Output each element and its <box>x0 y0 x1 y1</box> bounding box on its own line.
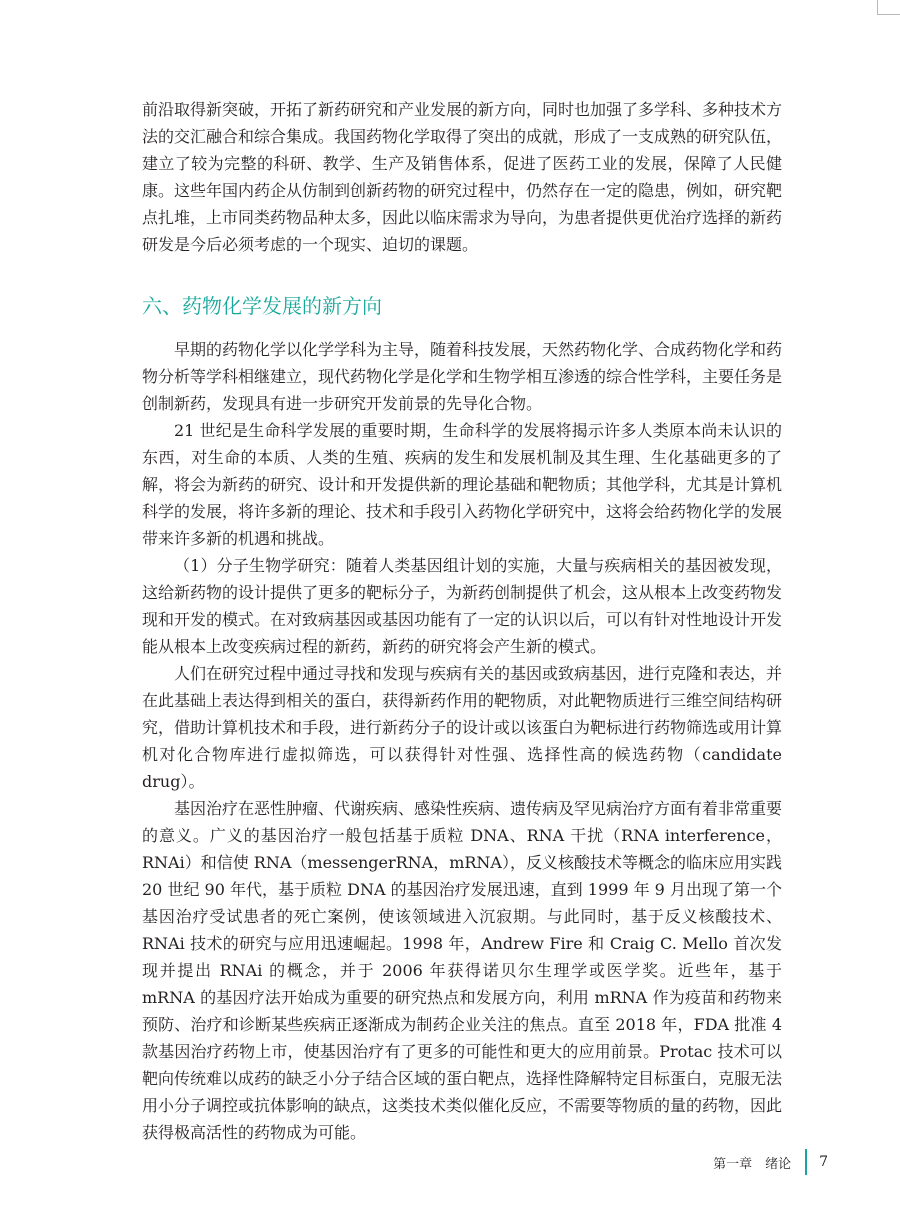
intro-paragraph: 前沿取得新突破，开拓了新药研究和产业发展的新方向，同时也加强了多学科、多种技术方法的交汇融合和综合集成。我国药物化学取得了突出的成就，形成了一支成熟的研究队伍，建立了较为完整的科研、教学、生产及销售体系，促进了医药工业的发展，保障了人民健康。这些年国内药企从仿制到创新药物的研究过程中，仍然存在一定的隐患，例如，研究靶点扎堆，上市同类药物品种太多，因此以临床需求为导向，为患者提供更优治疗选择的新药研发是今后必须考虑的一个现实、迫切的课题。 <box>142 100 783 254</box>
page-footer <box>713 1149 828 1175</box>
body-paragraph: 基因治疗在恶性肿瘤、代谢疾病、感染性疾病、遗传病及罕见病治疗方面有着非常重要的意义。广义的基因治疗一般包括基于质粒 DNA、RNA 干扰（RNA interference，RNAi）和信使 RNA（messengerRNA，mRNA），反义核酸技术等概念的临床应用实践 20 世纪 90 年代，基于质粒 DNA 的基因治疗发展迅速，直到 1999 年 9 月出现了第一个基因治疗受试患者的死亡案例，使该领域进入沉寂期。与此同时，基于反义核酸技术、RNAi 技术的研究与应用迅速崛起。1998 年，Andrew Fire 和 Craig C. Mello 首次发现并提出 RNAi 的概念，并于 2006 年获得诺贝尔生理学或医学奖。近些年，基于 mRNA 的基因疗法开始成为重要的研究热点和发展方向，利用 mRNA 作为疫苗和药物来预防、治疗和诊断某些疾病正逐渐成为制药企业关注的焦点。直至 2018 年，FDA 批准 4 款基因治疗药物上市，使基因治疗有了更多的可能性和更大的应用前景。Protac 技术可以靶向传统难以成药的缺乏小分子结合区域的蛋白靶点，选择性降解特定目标蛋白，克服无法用小分子调控或抗体影响的缺点，这类技术类似催化反应，不需要等物质的量的药物，因此获得极高活性的药物成为可能。 <box>142 799 783 1142</box>
page-number: 7 <box>819 1154 828 1170</box>
body-paragraph: 人们在研究过程中通过寻找和发现与疾病有关的基因或致病基因，进行克隆和表达，并在此基础上表达得到相关的蛋白，获得新药作用的靶物质，对此靶物质进行三维空间结构研究，借助计算机技术和手段，进行新药分子的设计或以该蛋白为靶标进行药物筛选或用计算机对化合物库进行虚拟筛选，可以获得针对性强、选择性高的候选药物（candidate drug）。 <box>142 664 783 791</box>
section-heading: 六、药物化学发展的新方向 <box>142 294 382 318</box>
footer-divider <box>805 1149 807 1175</box>
body-paragraph: （1）分子生物学研究：随着人类基因组计划的实施，大量与疾病相关的基因被发现，这给新药物的设计提供了更多的靶标分子，为新药创制提供了机会，这从根本上改变药物发现和开发的模式。在对致病基因或基因功能有了一定的认识以后，可以有针对性地设计开发能从根本上改变疾病过程的新药，新药的研究将会产生新的模式。 <box>142 556 783 656</box>
page-body <box>142 96 782 1146</box>
page-corner-mark <box>877 0 900 15</box>
chapter-title: 第一章 绪论 <box>713 1156 792 1172</box>
body-paragraph: 早期的药物化学以化学学科为主导，随着科技发展，天然药物化学、合成药物化学和药物分析等学科相继建立，现代药物化学是化学和生物学相互渗透的综合性学科，主要任务是创制新药，发现具有进一步研究开发前景的先导化合物。 <box>142 340 783 413</box>
body-paragraph: 21 世纪是生命科学发展的重要时期，生命科学的发展将揭示许多人类原本尚未认识的东西，对生命的本质、人类的生殖、疾病的发生和发展机制及其生理、生化基础更多的了解，将会为新药的研究、设计和开发提供新的理论基础和靶物质；其他学科，尤其是计算机科学的发展，将许多新的理论、技术和手段引入药物化学研究中，这将会给药物化学的发展带来许多新的机遇和挑战。 <box>142 421 783 548</box>
